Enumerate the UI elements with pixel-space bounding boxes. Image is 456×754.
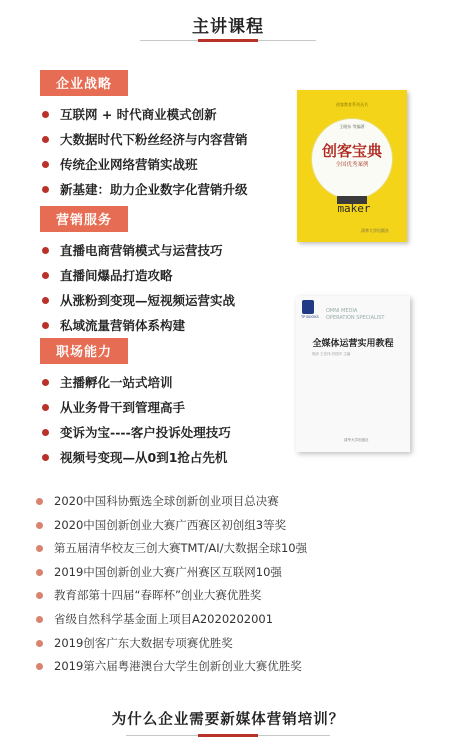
bottom-heading: 为什么企业需要新媒体营销培训？ [111, 712, 345, 728]
course-list [40, 238, 235, 338]
course-item: 变诉为宝----客户投诉处理技巧 [40, 420, 231, 445]
award-item: 2019中国创新创业大赛广州赛区互联网10强 [36, 561, 307, 585]
course-item: 主播孵化一站式培训 [40, 370, 231, 395]
book-cover-maker [297, 90, 407, 242]
book-publisher: 清华大学出版社 [344, 438, 369, 442]
awards-list [36, 490, 307, 679]
course-item: 直播间爆品打造攻略 [40, 263, 235, 288]
section-tag: 企业战略 [40, 70, 128, 96]
book-author: 王晓东 等编著 [339, 124, 365, 129]
section-tag: 营销服务 [40, 206, 128, 232]
course-item: 直播电商营销模式与运营技巧 [40, 238, 235, 263]
title-underline [198, 39, 258, 42]
book-authors: 郭彦 王宏伟 肖国平 主编 [312, 352, 351, 356]
course-item: 互联网 + 时代商业模式创新 [40, 102, 248, 127]
section-marketing [40, 206, 235, 338]
book-cover-omnimedia [296, 296, 410, 452]
course-list [40, 370, 231, 470]
book-english-line: OPERATION SPECIALIST [326, 315, 385, 321]
course-item: 从业务骨干到管理高手 [40, 395, 231, 420]
book-title: 创客宝典 [321, 142, 382, 160]
award-item: 省级自然科学基金面上项目A2020202001 [36, 608, 307, 632]
award-item: 2019第六届粤港澳台大学生创新创业大赛优胜奖 [36, 655, 307, 679]
book-series: 创客教育系列丛书 [336, 102, 368, 107]
award-item: 2020中国创新创业大赛广西赛区初创组3等奖 [36, 514, 307, 538]
course-item: 视频号变现—从0到1抢占先机 [40, 445, 231, 470]
course-item: 新基建：助力企业数字化营销升级 [40, 177, 248, 202]
course-item: 大数据时代下粉丝经济与内容营销 [40, 127, 248, 152]
award-item: 教育部第十四届“春晖杯”创业大赛优胜奖 [36, 584, 307, 608]
publisher-logo-text: TP BOOKS [301, 315, 319, 319]
publisher-logo-icon [302, 300, 314, 314]
bottom-underline [198, 734, 258, 737]
award-item: 第五届清华校友三创大赛TMT/AI/大数据全球10强 [36, 537, 307, 561]
award-item: 2020中国科协甄选全球创新创业项目总决赛 [36, 490, 307, 514]
course-list [40, 102, 248, 202]
page-title: 主讲课程 [192, 17, 264, 37]
award-item: 2019创客广东大数据专项赛优胜奖 [36, 632, 307, 656]
book-title: 全媒体运营实用教程 [312, 339, 394, 349]
book-mark: maker [337, 202, 371, 215]
book-english-title [326, 308, 384, 322]
section-strategy [40, 70, 248, 202]
course-item: 传统企业网络营销实战班 [40, 152, 248, 177]
book-subtitle: 全国优秀案例 [335, 162, 369, 168]
book-english-line: OMNI MEDIA [326, 308, 358, 314]
course-item: 从涨粉到变现—短视频运营实战 [40, 288, 235, 313]
course-item: 私域流量营销体系构建 [40, 313, 235, 338]
section-tag: 职场能力 [40, 338, 128, 364]
section-career [40, 338, 231, 470]
book-publisher: 清华大学出版社 [361, 228, 389, 233]
